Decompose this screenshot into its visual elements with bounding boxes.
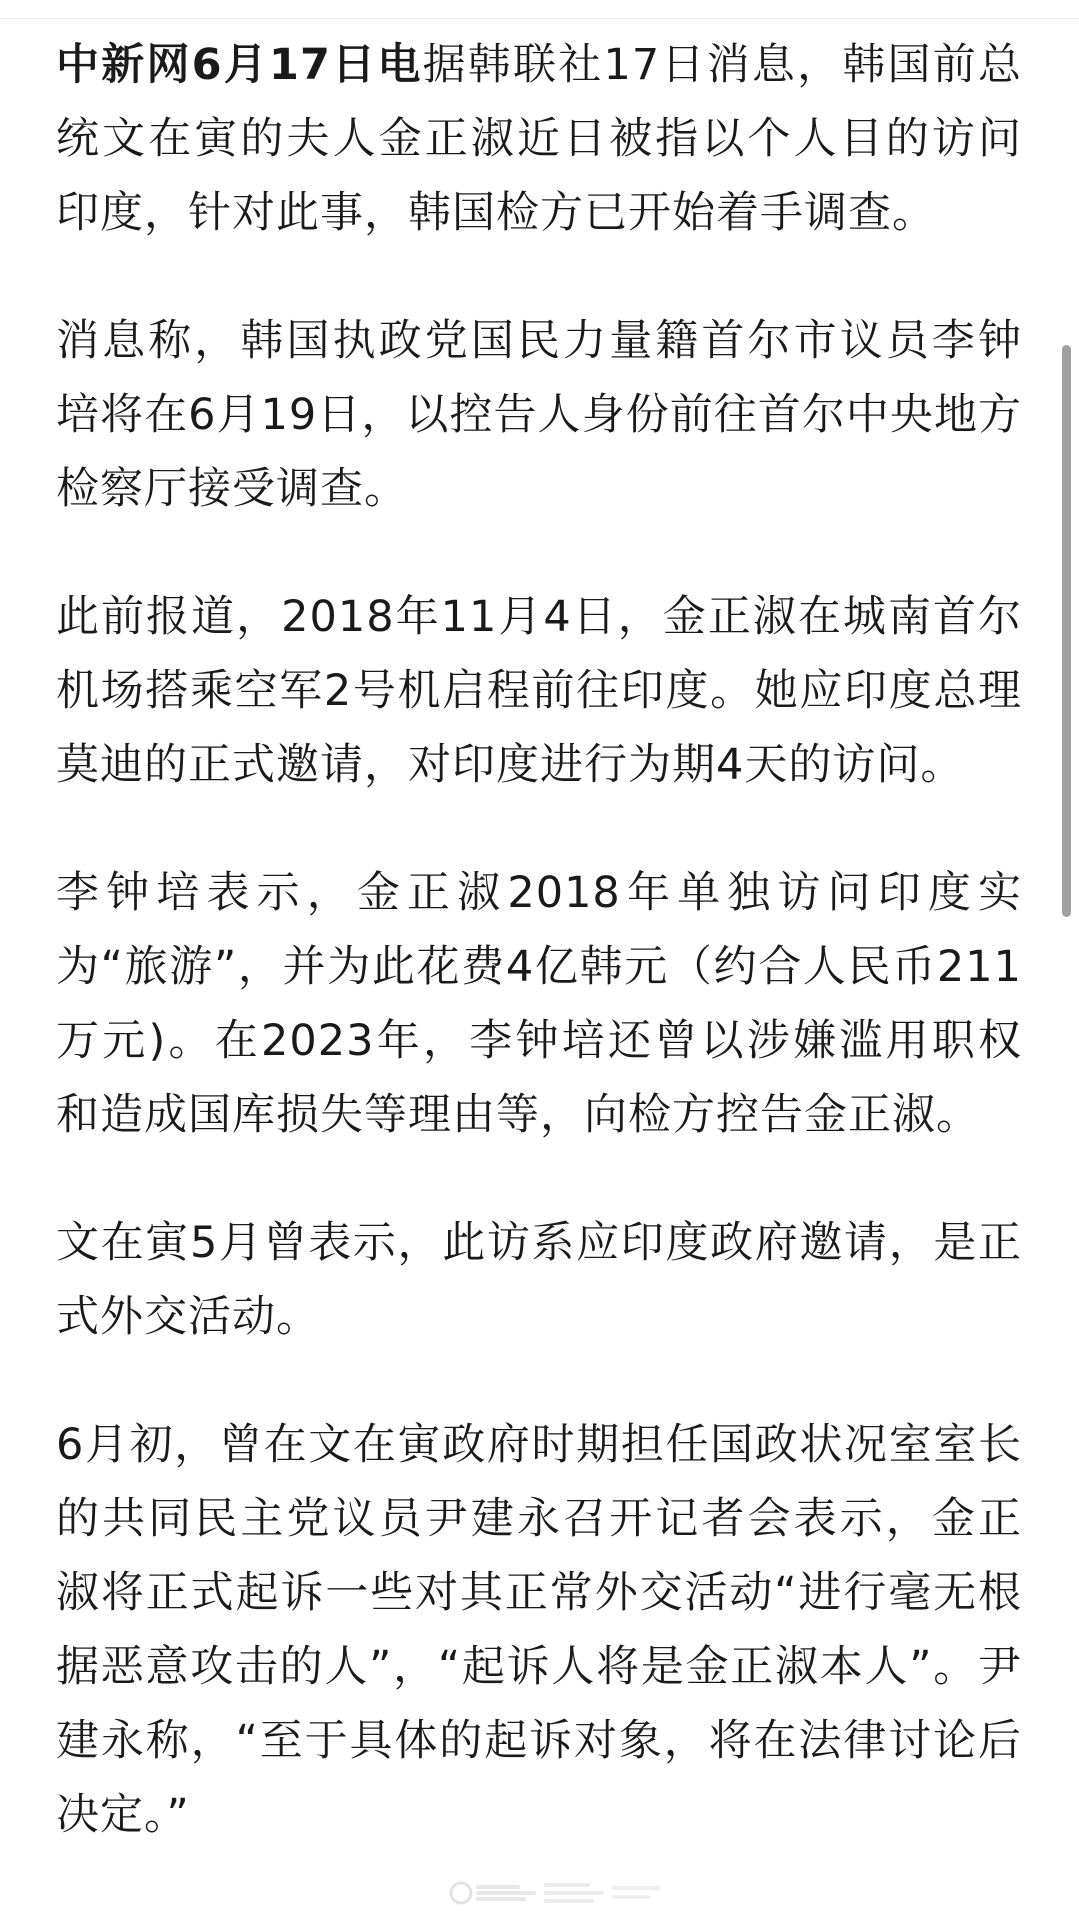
paragraph-text: 李钟培表示，金正淑2018年单独访问印度实为“旅游”，并为此花费4亿韩元（约合人民币211万元)。在2023年，李钟培还曾以涉嫌滥用职权和造成国库损失等理由等，向检方控告金正淑。 <box>56 868 1022 1140</box>
article-paragraph-2 <box>56 304 1022 526</box>
article-body <box>56 28 1022 1906</box>
paragraph-text: 此前报道，2018年11月4日，金正淑在城南首尔机场搭乘空军2号机启程前往印度。她应印度总理莫迪的正式邀请，对印度进行为期4天的访问。 <box>56 592 1022 790</box>
article-paragraph-5 <box>56 1206 1022 1354</box>
top-divider <box>0 18 1079 19</box>
paragraph-text: 据韩联社17日消息，韩国前总统文在寅的夫人金正淑近日被指以个人目的访问印度，针对此事，韩国检方已开始着手调查。 <box>56 40 1023 238</box>
paragraph-text: 文在寅5月曾表示，此访系应印度政府邀请，是正式外交活动。 <box>56 1218 1022 1342</box>
dateline: 中新网6月17日电 <box>56 40 423 90</box>
article-paragraph-4 <box>56 856 1022 1152</box>
article-paragraph-6 <box>56 1408 1022 1852</box>
watermark-logo <box>448 1880 668 1906</box>
article-paragraph-3 <box>56 580 1022 802</box>
article-paragraph-1 <box>56 28 1022 250</box>
paragraph-text: 消息称，韩国执政党国民力量籍首尔市议员李钟培将在6月19日，以控告人身份前往首尔中央地方检察厅接受调查。 <box>56 316 1022 514</box>
paragraph-text: 6月初，曾在文在寅政府时期担任国政状况室室长的共同民主党议员尹建永召开记者会表示，金正淑将正式起诉一些对其正常外交活动“进行毫无根据恶意攻击的人”，“起诉人将是金正淑本人”。尹建永称，“至于具体的起诉对象，将在法律讨论后决定。” <box>56 1420 1022 1840</box>
vertical-scrollbar[interactable] <box>1062 345 1071 917</box>
